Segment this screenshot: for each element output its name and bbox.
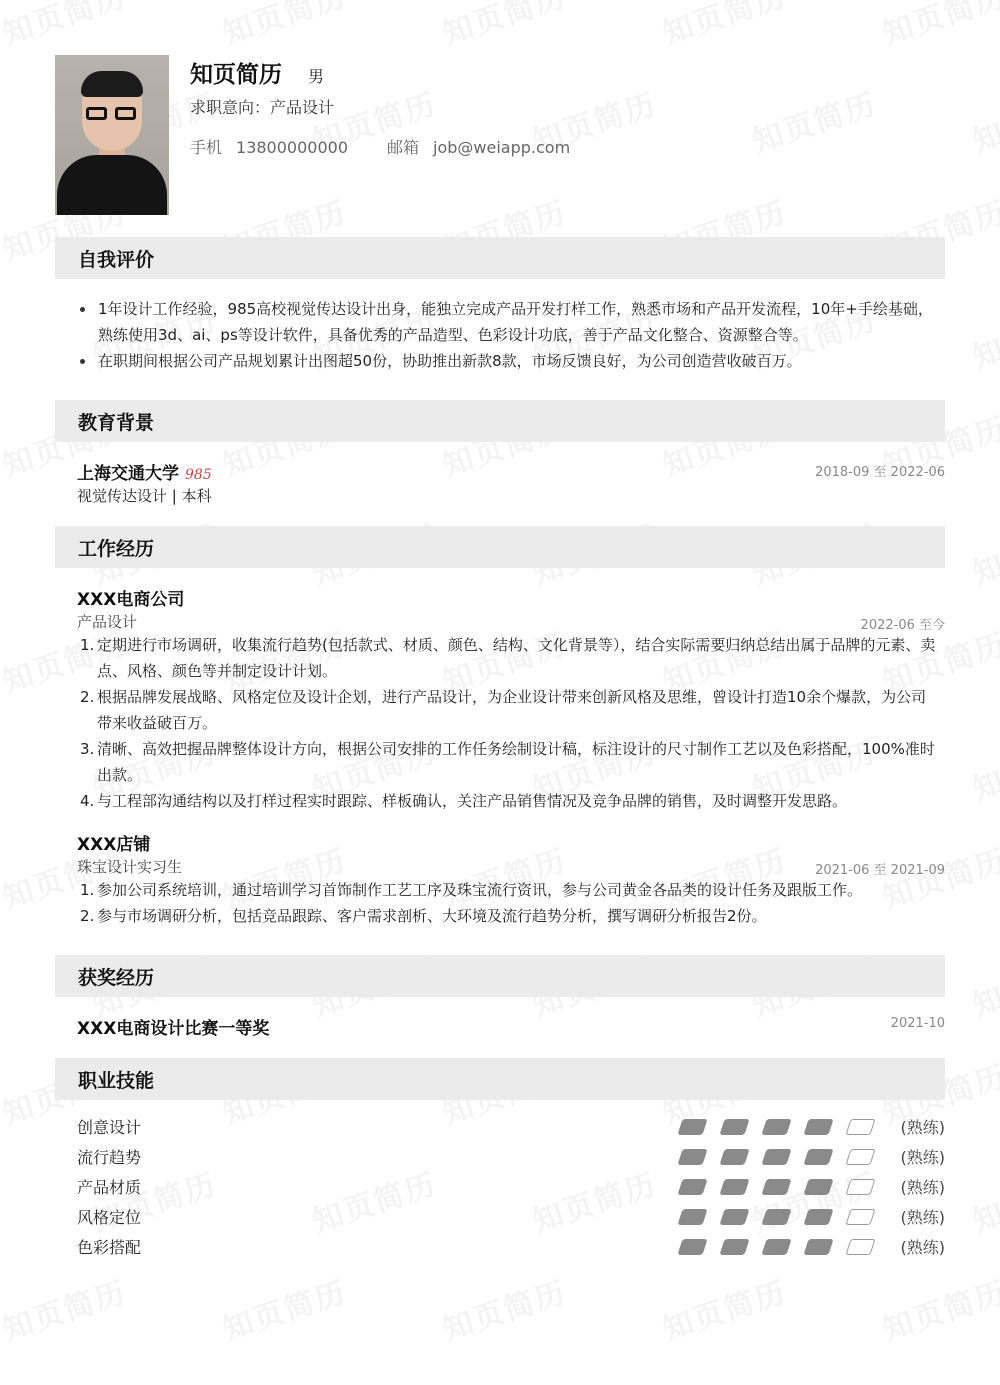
rating-block-filled <box>803 1179 833 1195</box>
watermark-text <box>876 1267 1000 1348</box>
duty-text: 与工程部沟通结构以及打样过程实时跟踪、样板确认，关注产品销售情况及竞争品牌的销售，及时调整开发思路。 <box>97 792 848 810</box>
rating-block-filled <box>803 1149 833 1165</box>
duty-item <box>77 736 937 788</box>
skill-level: (熟练) <box>900 1178 945 1197</box>
award-date: 2021-10 <box>890 1016 945 1031</box>
section-header-self-eval <box>55 237 945 279</box>
duty-number: 2. <box>80 688 95 706</box>
skill-name: 流行趋势 <box>77 1148 142 1167</box>
email-label: 邮箱 <box>387 138 420 157</box>
phone-value: 13800000000 <box>236 138 348 157</box>
watermark-text <box>966 79 1000 160</box>
duty-item <box>77 903 947 929</box>
watermark-text <box>746 79 881 160</box>
duty-text: 清晰、高效把握品牌整体设计方向，根据公司安排的工作任务绘制设计稿，标注设计的尺寸制作工艺以及色彩搭配，100%准时出款。 <box>97 740 935 784</box>
watermark-text <box>656 1267 791 1348</box>
watermark-text <box>436 0 571 53</box>
skill-row <box>77 1175 945 1199</box>
watermark-text <box>0 1267 132 1348</box>
rating-block-filled <box>761 1239 791 1255</box>
phone <box>190 135 348 158</box>
skill-level: (熟练) <box>900 1208 945 1227</box>
skill-level: (熟练) <box>900 1148 945 1167</box>
section-title: 获奖经历 <box>78 967 155 989</box>
skill-level: (熟练) <box>900 1238 945 1257</box>
job-duties <box>77 632 937 814</box>
watermark-text <box>966 511 1000 592</box>
skill-rating <box>680 1119 880 1135</box>
rating-block-filled <box>761 1119 791 1135</box>
rating-block-filled <box>719 1149 749 1165</box>
job-role: 产品设计 <box>77 613 138 631</box>
skill-row <box>77 1235 945 1259</box>
duty-number: 1. <box>80 636 95 654</box>
email-value: job@weiapp.com <box>433 138 571 157</box>
skill-row <box>77 1205 945 1229</box>
skill-rating <box>680 1179 880 1195</box>
candidate-name: 知页简历 <box>190 62 282 88</box>
skill-row <box>77 1145 945 1169</box>
self-eval-list <box>77 296 947 374</box>
rating-block-filled <box>719 1179 749 1195</box>
skill-name: 风格定位 <box>77 1208 142 1227</box>
rating-block-filled <box>677 1209 707 1225</box>
job-date: 2021-06 至 2021-09 <box>815 863 945 878</box>
rating-block-filled <box>761 1209 791 1225</box>
rating-block-empty <box>845 1119 875 1135</box>
section-header-work <box>55 526 945 568</box>
duty-item <box>77 877 947 903</box>
section-title: 教育背景 <box>78 412 155 434</box>
duty-item <box>77 632 937 684</box>
skill-row <box>77 1115 945 1139</box>
skill-rating <box>680 1209 880 1225</box>
rating-block-filled <box>803 1209 833 1225</box>
school-985-tag: 985 <box>185 467 212 483</box>
watermark-text <box>966 943 1000 1024</box>
rating-block-empty <box>845 1239 875 1255</box>
watermark-text <box>0 0 132 53</box>
company-name: XXX电商公司 <box>77 590 185 610</box>
candidate-gender: 男 <box>308 67 325 86</box>
rating-block-filled <box>719 1239 749 1255</box>
duty-text: 参与市场调研分析，包括竞品跟踪、客户需求剖析、大环境及流行趋势分析，撰写调研分析报告2份。 <box>97 907 767 925</box>
rating-block-filled <box>761 1179 791 1195</box>
rating-block-empty <box>845 1209 875 1225</box>
duty-text: 根据品牌发展战略、风格定位及设计企划，进行产品设计，为企业设计带来创新风格及思维，曾设计打造10余个爆款，为公司带来收益破百万。 <box>97 688 927 732</box>
skill-name: 创意设计 <box>77 1118 142 1137</box>
watermark-text <box>876 0 1000 53</box>
education-date: 2018-09 至 2022-06 <box>815 465 945 480</box>
rating-block-empty <box>845 1179 875 1195</box>
section-title: 职业技能 <box>78 1070 155 1092</box>
rating-block-filled <box>677 1119 707 1135</box>
duty-number: 2. <box>80 907 95 925</box>
profile-photo <box>55 55 169 215</box>
list-item: 在职期间根据公司产品规划累计出图超50份，协助推出新款8款，市场反馈良好，为公司创造营收破百万。 <box>77 348 947 374</box>
skill-level: (熟练) <box>900 1118 945 1137</box>
rating-block-filled <box>803 1239 833 1255</box>
watermark-text <box>216 1267 351 1348</box>
watermark-text <box>966 727 1000 808</box>
section-header-skills <box>55 1058 945 1100</box>
phone-label: 手机 <box>190 138 223 157</box>
rating-block-filled <box>677 1239 707 1255</box>
skill-name: 色彩搭配 <box>77 1238 142 1257</box>
duty-item <box>77 684 937 736</box>
duty-item <box>77 788 937 814</box>
watermark-text <box>436 1267 571 1348</box>
section-title: 工作经历 <box>78 538 155 560</box>
school-name-text: 上海交通大学 <box>77 464 179 484</box>
skill-rating <box>680 1149 880 1165</box>
job-date: 2022-06 至今 <box>860 618 945 633</box>
list-item: 1年设计工作经验，985高校视觉传达设计出身，能独立完成产品开发打样工作，熟悉市场和产品开发流程，10年+手绘基础，熟练使用3d、ai、ps等设计软件，具备优秀的产品造型、色彩设计功底，善于产品文化整合、资源整合等。 <box>77 296 947 348</box>
award-name: XXX电商设计比赛一等奖 <box>77 1019 270 1039</box>
watermark-text <box>966 1159 1000 1240</box>
rating-block-filled <box>803 1119 833 1135</box>
school-name <box>77 459 212 484</box>
rating-block-empty <box>845 1149 875 1165</box>
rating-block-filled <box>677 1149 707 1165</box>
rating-block-filled <box>677 1179 707 1195</box>
duty-text: 参加公司系统培训，通过培训学习首饰制作工艺工序及珠宝流行资讯，参与公司黄金各品类的设计任务及跟版工作。 <box>97 881 863 899</box>
section-title: 自我评价 <box>78 249 155 271</box>
email <box>387 135 570 158</box>
job-intent-label: 求职意向： <box>190 98 271 117</box>
job-role: 珠宝设计实习生 <box>77 858 183 876</box>
duty-number: 3. <box>80 740 95 758</box>
company-name: XXX店铺 <box>77 835 151 855</box>
watermark-text <box>966 295 1000 376</box>
watermark-text <box>216 0 351 53</box>
section-header-awards <box>55 955 945 997</box>
job-intent <box>190 95 334 118</box>
duty-number: 4. <box>80 792 95 810</box>
duty-number: 1. <box>80 881 95 899</box>
rating-block-filled <box>761 1149 791 1165</box>
watermark-text <box>656 0 791 53</box>
rating-block-filled <box>719 1209 749 1225</box>
rating-block-filled <box>719 1119 749 1135</box>
education-major: 视觉传达设计 | 本科 <box>77 487 212 505</box>
skill-rating <box>680 1239 880 1255</box>
job-duties <box>77 877 947 929</box>
job-intent-value: 产品设计 <box>270 98 335 117</box>
skill-name: 产品材质 <box>77 1178 142 1197</box>
section-header-education <box>55 400 945 442</box>
duty-text: 定期进行市场调研，收集流行趋势(包括款式、材质、颜色、结构、文化背景等），结合实际需要归纳总结出属于品牌的元素、卖点、风格、颜色等并制定设计计划。 <box>97 636 936 680</box>
